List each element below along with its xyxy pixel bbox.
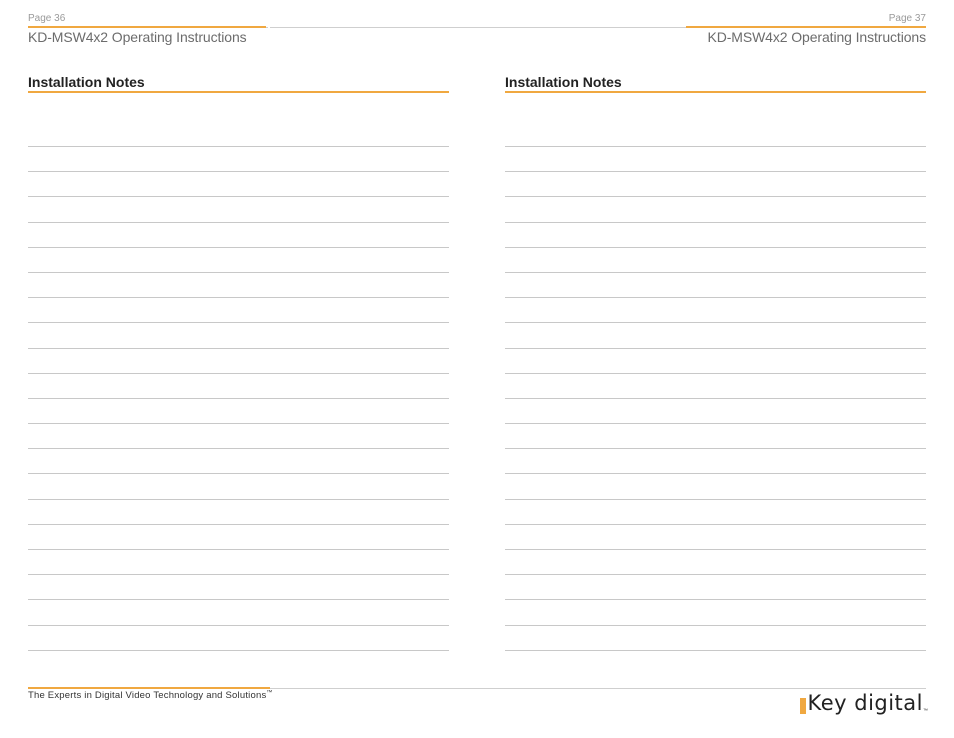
note-lines-right bbox=[505, 146, 926, 675]
note-line bbox=[505, 196, 926, 197]
note-line bbox=[505, 247, 926, 248]
page-number-left: Page 36 bbox=[28, 13, 66, 24]
note-line bbox=[28, 599, 449, 600]
header-accent-right bbox=[686, 26, 926, 28]
note-line bbox=[505, 348, 926, 349]
key-digital-logo bbox=[800, 690, 928, 714]
note-line bbox=[28, 348, 449, 349]
note-line bbox=[28, 322, 449, 323]
note-line bbox=[28, 398, 449, 399]
note-line bbox=[28, 473, 449, 474]
note-line bbox=[505, 222, 926, 223]
note-line bbox=[505, 574, 926, 575]
footer-accent bbox=[28, 687, 270, 689]
note-line bbox=[28, 373, 449, 374]
note-line bbox=[505, 373, 926, 374]
note-line bbox=[505, 146, 926, 147]
note-lines-left bbox=[28, 146, 449, 675]
note-line bbox=[505, 272, 926, 273]
footer-tagline-text: The Experts in Digital Video Technology and Solutions bbox=[28, 690, 267, 702]
note-line bbox=[505, 625, 926, 626]
footer-tagline-tm: ™ bbox=[266, 690, 273, 696]
logo-tm: ™ bbox=[923, 708, 928, 714]
note-line bbox=[505, 473, 926, 474]
note-line bbox=[505, 398, 926, 399]
note-line bbox=[28, 625, 449, 626]
note-line bbox=[505, 549, 926, 550]
note-line bbox=[28, 297, 449, 298]
note-line bbox=[28, 196, 449, 197]
section-title-left: Installation Notes bbox=[28, 74, 145, 90]
note-line bbox=[505, 650, 926, 651]
note-line bbox=[505, 171, 926, 172]
note-line bbox=[505, 599, 926, 600]
note-line bbox=[505, 423, 926, 424]
logo-text: Key digital bbox=[807, 691, 923, 715]
note-line bbox=[28, 650, 449, 651]
note-line bbox=[28, 499, 449, 500]
note-line bbox=[505, 322, 926, 323]
note-line bbox=[28, 423, 449, 424]
section-rule-right bbox=[505, 91, 926, 93]
footer-tagline bbox=[28, 690, 273, 701]
note-line bbox=[28, 146, 449, 147]
note-line bbox=[505, 448, 926, 449]
note-line bbox=[28, 171, 449, 172]
section-rule-left bbox=[28, 91, 449, 93]
note-line bbox=[28, 272, 449, 273]
section-title-right: Installation Notes bbox=[505, 74, 622, 90]
logo-mark-icon bbox=[800, 698, 806, 714]
doc-title-right: KD-MSW4x2 Operating Instructions bbox=[707, 29, 926, 45]
note-line bbox=[505, 524, 926, 525]
note-line bbox=[28, 574, 449, 575]
footer-rule bbox=[270, 688, 926, 689]
note-line bbox=[28, 247, 449, 248]
note-line bbox=[28, 448, 449, 449]
header-accent-left bbox=[28, 26, 266, 28]
note-line bbox=[28, 549, 449, 550]
note-line bbox=[505, 499, 926, 500]
doc-title-left: KD-MSW4x2 Operating Instructions bbox=[28, 29, 247, 45]
note-line bbox=[28, 222, 449, 223]
note-line bbox=[28, 524, 449, 525]
header-rule-center bbox=[270, 27, 686, 28]
note-line bbox=[505, 297, 926, 298]
page-number-right: Page 37 bbox=[888, 13, 926, 24]
